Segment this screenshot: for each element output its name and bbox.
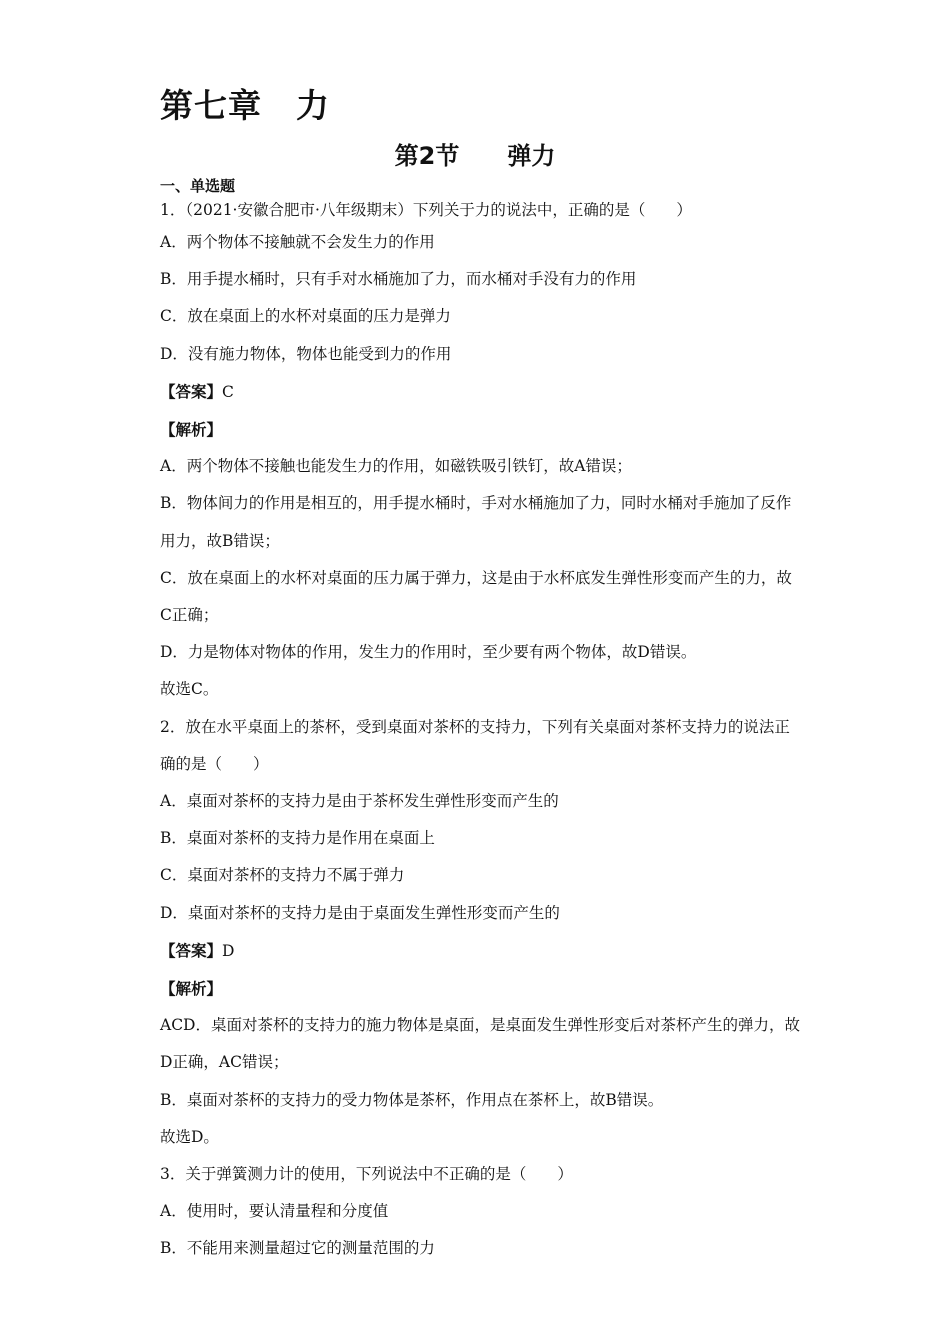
analysis-line: B．桌面对茶杯的支持力的受力物体是茶杯，作用点在茶杯上，故B错误。 [160,1090,664,1109]
option-d: D．没有施力物体，物体也能受到力的作用 [160,344,452,363]
analysis-label: 【解析】 [160,979,223,999]
option-c: C．放在桌面上的水杯对桌面的压力是弹力 [160,307,451,326]
option-b: B．不能用来测量超过它的测量范围的力 [160,1239,435,1258]
answer-value: D [222,941,235,960]
analysis-line: B．物体间力的作用是相互的，用手提水桶时，手对水桶施加了力，同时水桶对手施加了反作用力，故B错误； [160,494,792,550]
question-type-heading: 一、单选题 [160,177,236,195]
answer-value: C [222,382,234,401]
option-c: C．桌面对茶杯的支持力不属于弹力 [160,866,405,885]
analysis-label: 【解析】 [160,420,223,440]
option-a: A．桌面对茶杯的支持力是由于茶杯发生弹性形变而产生的 [160,792,559,811]
answer-row [160,373,800,411]
answer-label: 【答案】 [160,940,223,960]
analysis-conclusion: 故选D。 [160,1127,219,1146]
document-body [160,176,800,1268]
analysis-line: ACD．桌面对茶杯的支持力的施力物体是桌面，是桌面发生弹性形变后对茶杯产生的弹力，故D正确，AC错误； [160,1016,800,1072]
question-stem: 1．（2021·安徽合肥市·八年级期末）下列关于力的说法中，正确的是（ ） [160,201,692,219]
answer-label: 【答案】 [160,381,223,401]
section-title: 第2节 弹力 [394,142,556,170]
option-a: A．使用时，要认清量程和分度值 [160,1202,389,1221]
chapter-title: 第七章 力 [160,86,330,125]
analysis-line: A．两个物体不接触也能发生力的作用，如磁铁吸引铁钉，故A错误； [160,457,632,476]
answer-row [160,932,800,970]
question-3 [160,1156,800,1268]
analysis-line: C．放在桌面上的水杯对桌面的压力属于弹力，这是由于水杯底发生弹性形变而产生的力，故C正确； [160,568,792,625]
analysis-line: D．力是物体对物体的作用，发生力的作用时，至少要有两个物体，故D错误。 [160,643,697,662]
question-stem: 2．放在水平桌面上的茶杯，受到桌面对茶杯的支持力，下列有关桌面对茶杯支持力的说法正确的是（ ） [160,717,790,773]
question-stem: 3．关于弹簧测力计的使用，下列说法中不正确的是（ ） [160,1165,573,1184]
question-1 [160,196,800,709]
option-b: B．桌面对茶杯的支持力是作用在桌面上 [160,829,435,848]
option-a: A．两个物体不接触就不会发生力的作用 [160,233,435,251]
analysis-conclusion: 故选C。 [160,680,219,699]
option-d: D．桌面对茶杯的支持力是由于桌面发生弹性形变而产生的 [160,903,560,922]
option-b: B．用手提水桶时，只有手对水桶施加了力，而水桶对手没有力的作用 [160,270,637,289]
question-2 [160,709,800,1156]
